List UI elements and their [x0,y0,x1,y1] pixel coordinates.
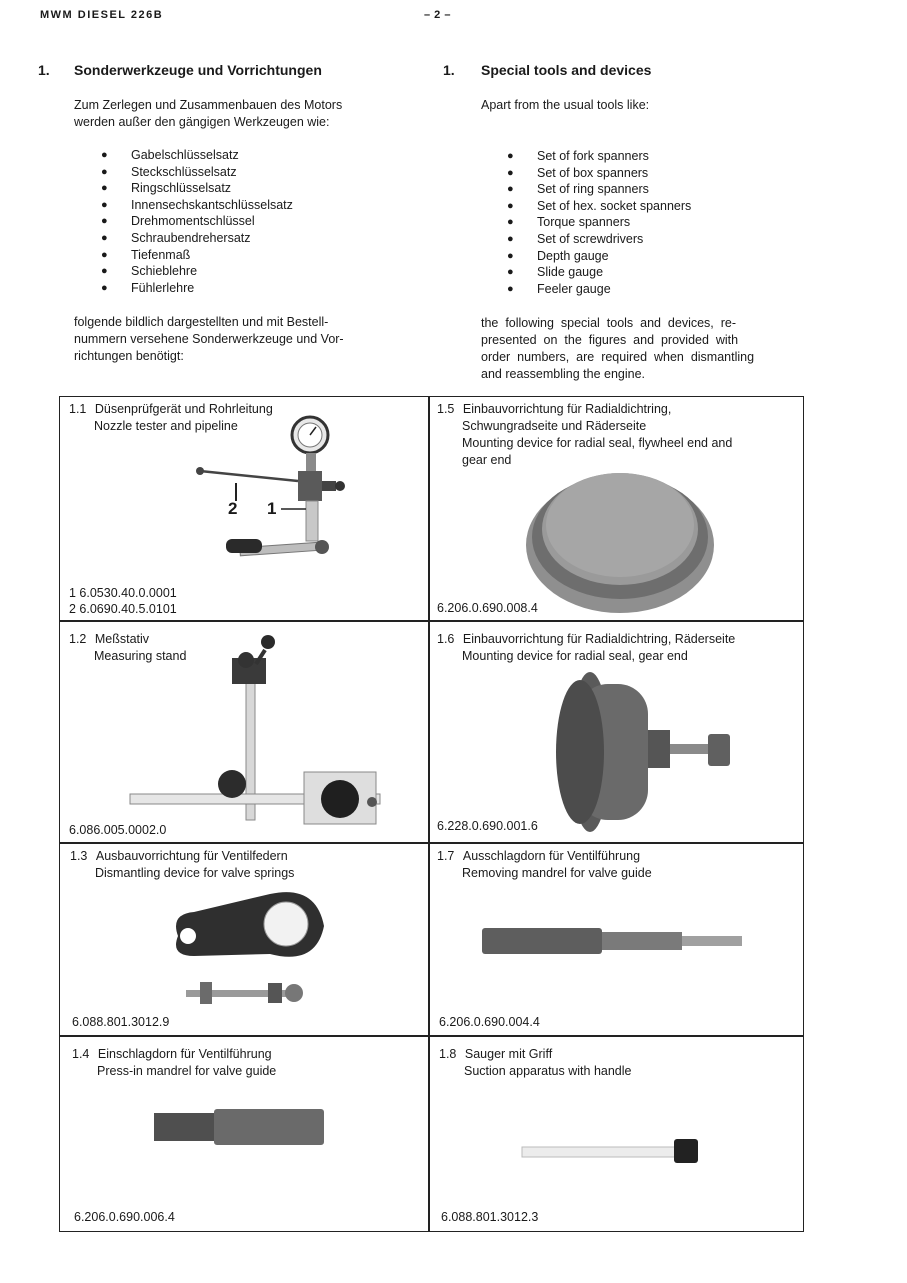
list-item: ● Torque spanners [507,214,691,231]
list-item: ● Fühlerlehre [101,280,293,297]
tool-name-en: Suction apparatus with handle [464,1064,632,1078]
tool-name-en: Mounting device for radial seal, flywheel end and [462,436,733,450]
order-number: 6.088.801.3012.3 [441,1210,539,1224]
tool-name-de: Einbauvorrichtung für Radialdichtring, Räderseite [462,632,736,646]
tool-number: 1.3 [70,849,88,863]
valve-spring-tool-illustration [60,844,428,1035]
tool-name-de: Düsenprüfgerät und Rohrleitung [94,402,273,416]
list-item: ● Set of screwdrivers [507,231,691,248]
document-brand: MWM DIESEL 226B [40,9,164,21]
page-number: – 2 – [424,9,451,21]
tool-name-en: gear end [462,453,512,467]
list-item: ● Set of box spanners [507,165,691,182]
list-item: ● Innensechskantschlüsselsatz [101,197,293,214]
order-number-line: 1 6.0530.40.0.0001 [69,586,177,600]
tool-name-en: Removing mandrel for valve guide [462,866,652,880]
section-title-en: Special tools and devices [481,62,652,78]
tool-name-en: Dismantling device for valve springs [95,866,295,880]
tool-name-en: Mounting device for radial seal, gear end [462,649,688,663]
list-item: ● Set of ring spanners [507,181,691,198]
tool-name-de: Sauger mit Griff [464,1047,553,1061]
order-number-line: 2 6.0690.40.5.0101 [69,602,177,616]
radial-seal-tool-illustration [430,622,803,842]
outro-de [74,314,344,365]
press-in-mandrel-illustration [60,1037,428,1231]
list-item: ● Ringschlüsselsatz [101,180,293,197]
tool-cell-1-6 [430,622,803,842]
list-item: ● Drehmomentschlüssel [101,213,293,230]
list-item: ● Gabelschlüsselsatz [101,147,293,164]
order-number: 6.088.801.3012.9 [72,1015,170,1029]
outro-en [481,315,777,383]
tool-cell-1-7 [430,844,803,1035]
intro-de-line: werden außer den gängigen Werkzeugen wie: [74,115,330,129]
order-number: 6.228.0.690.001.6 [437,819,538,833]
tool-name-de: Ausschlagdorn für Ventilführung [462,849,641,863]
list-item: ● Slide gauge [507,264,691,281]
section-title-de: Sonderwerkzeuge und Vorrichtungen [74,62,322,78]
list-item: ● Schieblehre [101,263,293,280]
tool-number: 1.1 [69,402,87,416]
list-item: ● Tiefenmaß [101,247,293,264]
seal-mounting-disc-illustration [430,397,803,620]
order-number: 6.206.0.690.006.4 [74,1210,175,1224]
list-item: ● Set of hex. socket spanners [507,198,691,215]
tool-number: 1.4 [72,1047,90,1061]
tool-list-de [101,147,293,296]
list-item: ● Set of fork spanners [507,148,691,165]
list-item: ● Steckschlüsselsatz [101,164,293,181]
outro-de-line: folgende bildlich dargestellten und mit Bestell- [74,315,329,329]
outro-en-line: and reassembling the engine. [481,367,646,381]
tool-name-de: Ausbauvorrichtung für Ventilfedern [95,849,288,863]
tool-name-de: Einschlagdorn für Ventilführung [97,1047,272,1061]
tool-name-de: Einbauvorrichtung für Radialdichtring, [462,402,672,416]
order-number: 6.206.0.690.008.4 [437,601,538,615]
tool-cell-1-4 [60,1037,428,1231]
intro-en: Apart from the usual tools like: [481,98,650,112]
list-item: ● Schraubendrehersatz [101,230,293,247]
tool-number: 1.6 [437,632,455,646]
list-item: ● Depth gauge [507,248,691,265]
tool-cell-1-2 [60,622,428,842]
tool-list-en [507,148,691,297]
suction-apparatus-illustration [430,1037,803,1231]
tool-name-de: Schwungradseite und Räderseite [462,419,647,433]
order-number: 6.206.0.690.004.4 [439,1015,540,1029]
tool-number: 1.5 [437,402,455,416]
tool-name-en: Measuring stand [94,649,187,663]
tool-grid [59,396,804,1232]
order-number [69,585,177,617]
outro-en-line: order numbers, are required when dismantling [481,350,755,364]
order-number: 6.086.005.0002.0 [69,823,167,837]
tool-name-de: Meßstativ [94,632,150,646]
tool-cell-1-8 [430,1037,803,1231]
tool-name-en: Press-in mandrel for valve guide [97,1064,277,1078]
outro-en-line: presented on the figures and provided with [481,333,739,347]
callout-label-1: 1 [267,499,277,518]
tool-cell-1-5 [430,397,803,620]
section-number-de: 1. [38,62,50,78]
tool-number: 1.7 [437,849,455,863]
list-item: ● Feeler gauge [507,281,691,298]
tool-number: 1.8 [439,1047,457,1061]
callout-label-2: 2 [228,499,238,518]
removing-mandrel-illustration [430,844,803,1035]
intro-de [74,97,342,131]
section-number-en: 1. [443,62,455,78]
tool-cell-1-1 [60,397,428,620]
measuring-stand-illustration [60,622,428,842]
tool-cell-1-3 [60,844,428,1035]
intro-de-line: Zum Zerlegen und Zusammenbauen des Motors [74,98,343,112]
outro-de-line: richtungen benötigt: [74,349,184,363]
outro-de-line: nummern versehene Sonderwerkzeuge und Vor- [74,332,344,346]
tool-name-en: Nozzle tester and pipeline [94,419,238,433]
tool-number: 1.2 [69,632,87,646]
outro-en-line: the following special tools and devices, re- [481,316,736,330]
